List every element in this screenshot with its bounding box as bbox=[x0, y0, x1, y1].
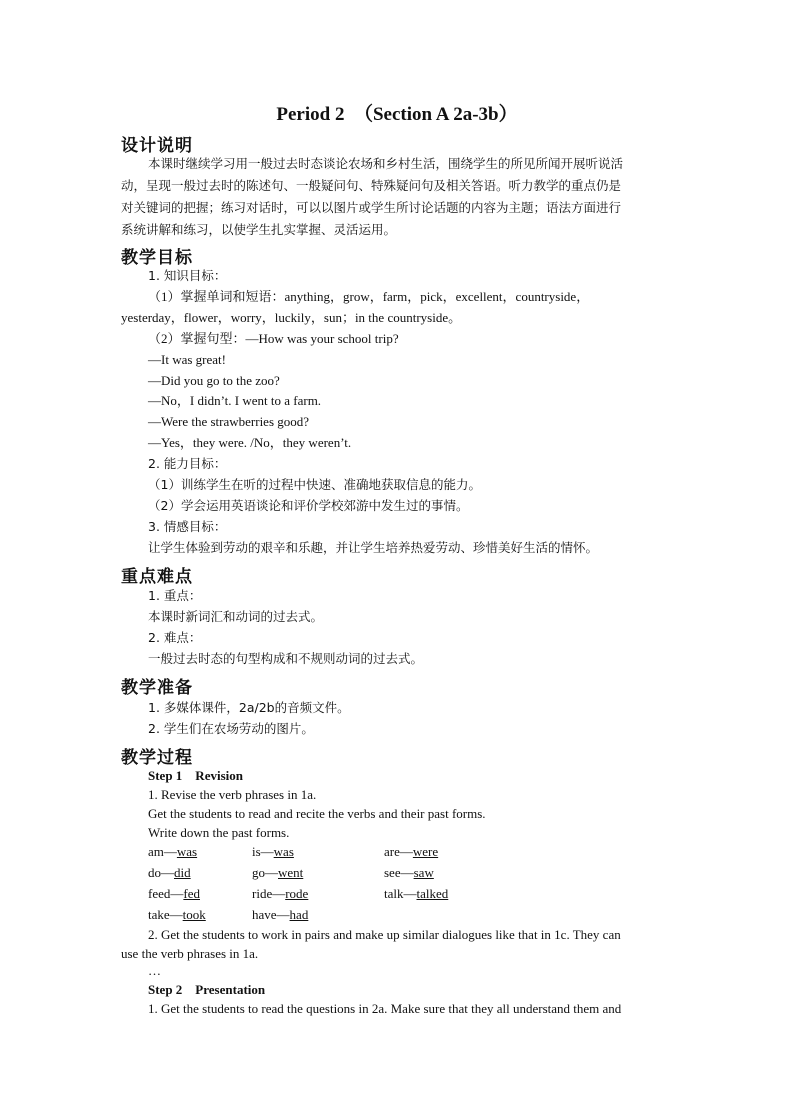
verb-pair: am—was bbox=[148, 844, 198, 859]
objective-label-knowledge: 1. 知识目标： bbox=[148, 268, 227, 283]
ability-item: （1）训练学生在听的过程中快速、准确地获取信息的能力。 bbox=[148, 477, 481, 492]
paragraph-line: 动，呈现一般过去时的陈述句、一般疑问句、特殊疑问句及相关答语。听力教学的重点仍是 bbox=[121, 178, 622, 193]
preparation-item: 2. 学生们在农场劳动的图片。 bbox=[148, 721, 314, 736]
step-line: Get the students to read and recite the verbs and their past forms. bbox=[148, 806, 486, 821]
verb-pair: have—had bbox=[252, 907, 309, 922]
step-heading: Step 2 Presentation bbox=[148, 982, 266, 997]
step-line: use the verb phrases in 1a. bbox=[121, 946, 259, 961]
section-heading-design: 设计说明 bbox=[121, 136, 193, 156]
dialogue-line: —Were the strawberries good? bbox=[148, 414, 310, 429]
section-heading-key-points: 重点难点 bbox=[121, 567, 193, 587]
section-heading-objectives: 教学目标 bbox=[121, 248, 193, 268]
paragraph-line: 本课时继续学习用一般过去时态谈论农场和乡村生活，围绕学生的所见所闻开展听说活 bbox=[148, 156, 624, 171]
dialogue-line: —Yes，they were. /No，they weren’t. bbox=[148, 435, 352, 450]
verb-pair: ride—rode bbox=[252, 886, 309, 901]
difficulty-text: 一般过去时态的句型构成和不规则动词的过去式。 bbox=[148, 651, 424, 666]
difficulty-label: 2. 难点： bbox=[148, 630, 202, 645]
focus-text: 本课时新词汇和动词的过去式。 bbox=[148, 609, 324, 624]
paragraph-line: 对关键词的把握；练习对话时，可以以图片或学生所讨论话题的内容为主题；语法方面进行 bbox=[121, 200, 622, 215]
step-line: Write down the past forms. bbox=[148, 825, 290, 840]
objective-label-emotion: 3. 情感目标： bbox=[148, 519, 227, 534]
emotion-text: 让学生体验到劳动的艰辛和乐趣，并让学生培养热爱劳动、珍惜美好生活的情怀。 bbox=[148, 540, 599, 555]
dialogue-line: —No，I didn’t. I went to a farm. bbox=[148, 393, 322, 408]
verb-pair: see—saw bbox=[384, 865, 434, 880]
step-line: 1. Revise the verb phrases in 1a. bbox=[148, 787, 317, 802]
objective-patterns: （2）掌握句型：—How was your school trip? bbox=[148, 331, 399, 346]
objective-label-ability: 2. 能力目标： bbox=[148, 456, 227, 471]
verb-pair: go—went bbox=[252, 865, 304, 880]
verb-pair: is—was bbox=[252, 844, 294, 859]
verb-pair: take—took bbox=[148, 907, 206, 922]
section-heading-process: 教学过程 bbox=[121, 748, 193, 768]
preparation-item: 1. 多媒体课件，2a/2b的音频文件。 bbox=[148, 700, 350, 715]
step-line: 2. Get the students to work in pairs and make up similar dialogues like that in 1c. They can bbox=[148, 927, 621, 942]
verb-pair: are—were bbox=[384, 844, 439, 859]
dialogue-line: —Did you go to the zoo? bbox=[148, 373, 280, 388]
ellipsis: … bbox=[148, 963, 161, 978]
objective-words-line: yesterday，flower，worry，luckily，sun；in the countryside。 bbox=[121, 310, 462, 325]
objective-words-line: （1）掌握单词和短语：anything，grow，farm，pick，excellent，countryside， bbox=[148, 289, 590, 304]
page-title: Period 2 （Section A 2a-3b） bbox=[276, 104, 518, 125]
step-heading: Step 1 Revision bbox=[148, 768, 243, 783]
verb-pair: talk—talked bbox=[384, 886, 449, 901]
ability-item: （2）学会运用英语谈论和评价学校郊游中发生过的事情。 bbox=[148, 498, 469, 513]
verb-pair: feed—fed bbox=[148, 886, 200, 901]
focus-label: 1. 重点： bbox=[148, 588, 202, 603]
verb-pair: do—did bbox=[148, 865, 191, 880]
step-line: 1. Get the students to read the questions in 2a. Make sure that they all understand them and bbox=[148, 1001, 622, 1016]
paragraph-line: 系统讲解和练习，以使学生扎实掌握、灵活运用。 bbox=[121, 222, 397, 237]
section-heading-preparation: 教学准备 bbox=[121, 678, 193, 698]
dialogue-line: —It was great! bbox=[148, 352, 226, 367]
